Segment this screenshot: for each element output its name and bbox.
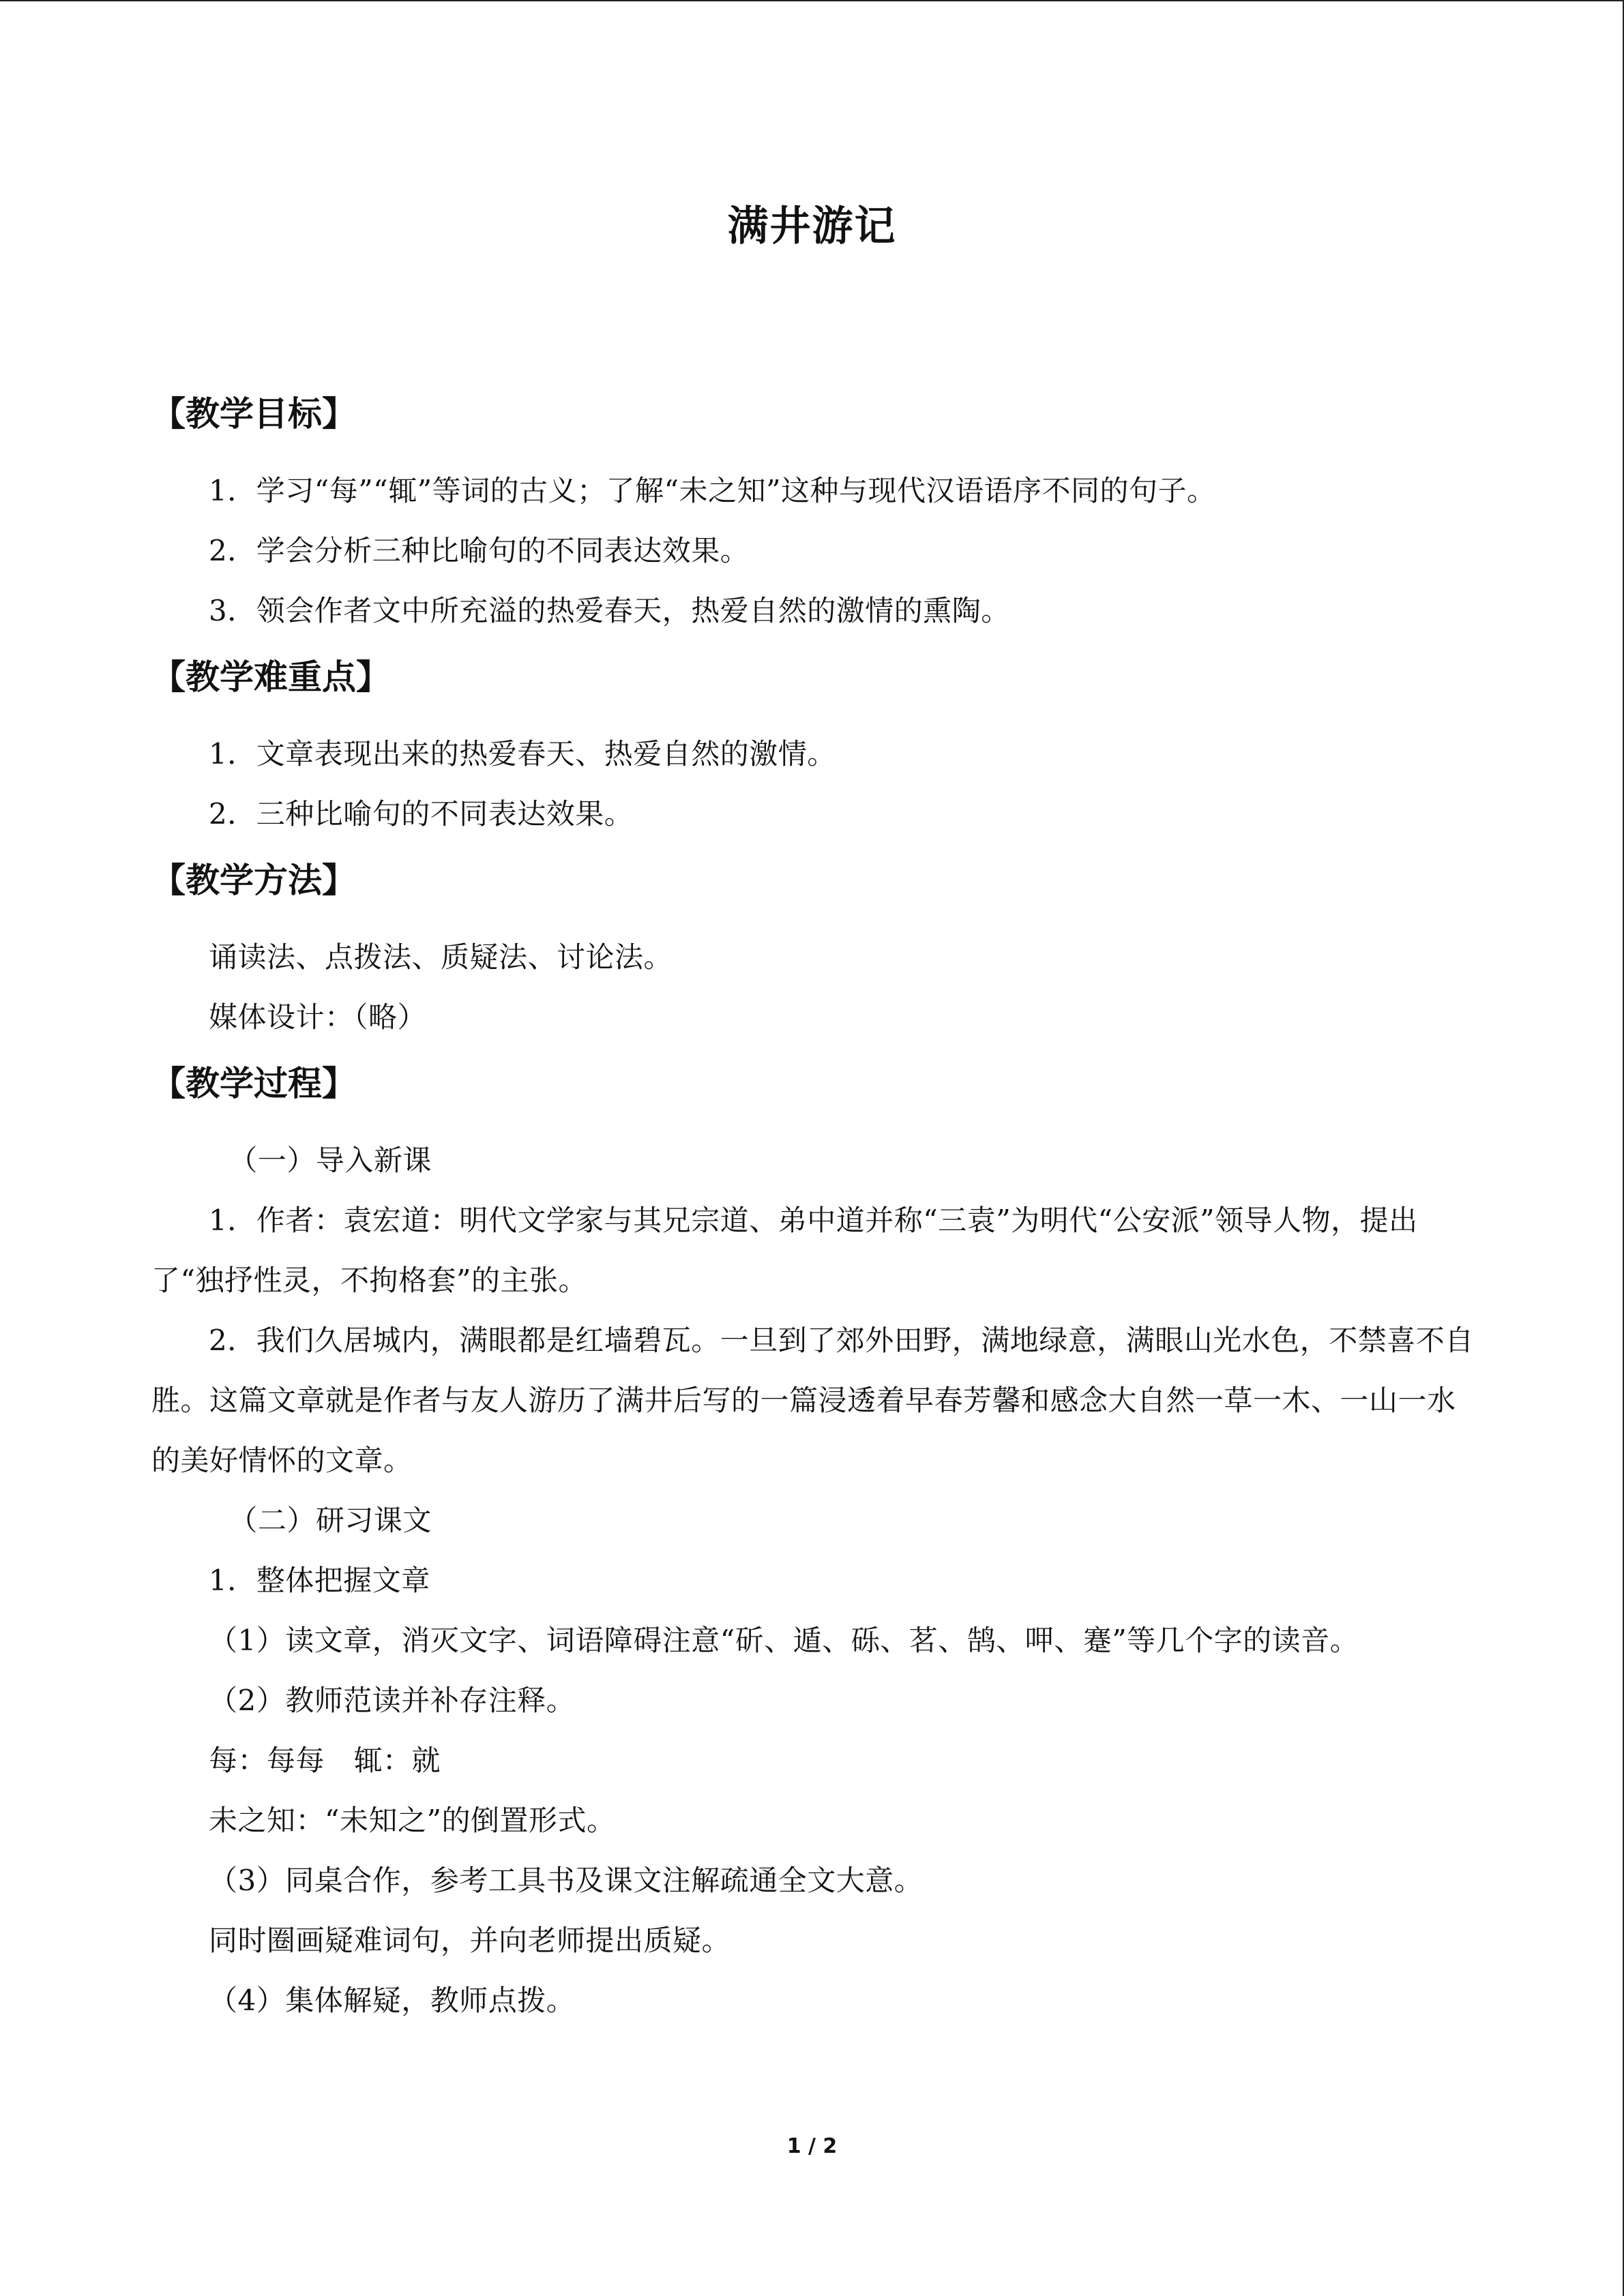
section-heading-process: 【教学过程】 [151, 1064, 356, 1103]
paragraph: 媒体设计：（略） [209, 1000, 427, 1034]
paragraph: （1）读文章，消灭文字、词语障碍注意“斫、遁、砾、茗、鹄、呷、蹇”等几个字的读音。 [209, 1624, 1359, 1657]
section-heading-key-points: 【教学难重点】 [151, 657, 390, 697]
paragraph: 同时圈画疑难词句，并向老师提出质疑。 [209, 1924, 731, 1957]
paragraph: （2）教师范读并补存注释。 [209, 1684, 576, 1717]
subsection-heading: （二）研习课文 [228, 1504, 432, 1537]
paragraph: 1．整体把握文章 [209, 1564, 430, 1597]
paragraph: 每：每每 辄：就 [209, 1744, 441, 1777]
section-heading-methods: 【教学方法】 [151, 861, 356, 900]
paragraph: 1．文章表现出来的热爱春天、热爱自然的激情。 [209, 737, 836, 771]
paragraph: 1．学习“每”“辄”等词的古义；了解“未之知”这种与现代汉语语序不同的句子。 [209, 474, 1216, 507]
paragraph: 2．学会分析三种比喻句的不同表达效果。 [209, 534, 750, 567]
section-heading-objectives: 【教学目标】 [151, 394, 356, 434]
document-title: 满井游记 [727, 203, 897, 250]
document-body [151, 383, 1475, 2031]
page-number: 1 / 2 [786, 2134, 838, 2158]
paragraph: 诵读法、点拨法、质疑法、讨论法。 [209, 940, 673, 974]
paragraph: 1．作者：袁宏道：明代文学家与其兄宗道、弟中道并称“三袁”为明代“公安派”领导人物，提出了“独抒性灵，不拘格套”的主张。 [151, 1204, 1418, 1297]
paragraph: （3）同桌合作，参考工具书及课文注解疏通全文大意。 [209, 1864, 924, 1897]
paragraph: 2．三种比喻句的不同表达效果。 [209, 797, 634, 831]
paragraph: 2．我们久居城内，满眼都是红墙碧瓦。一旦到了郊外田野，满地绿意，满眼山光水色，不禁喜不自胜。这篇文章就是作者与友人游历了满井后写的一篇浸透着早春芳馨和感念大自然一草一木、一山一水的美好情怀的文章。 [151, 1324, 1474, 1477]
paragraph: 未之知：“未知之”的倒置形式。 [209, 1804, 616, 1837]
paragraph: 3．领会作者文中所充溢的热爱春天，热爱自然的激情的熏陶。 [209, 594, 1010, 627]
paragraph: （4）集体解疑，教师点拨。 [209, 1984, 576, 2017]
subsection-heading: （一）导入新课 [228, 1144, 432, 1177]
